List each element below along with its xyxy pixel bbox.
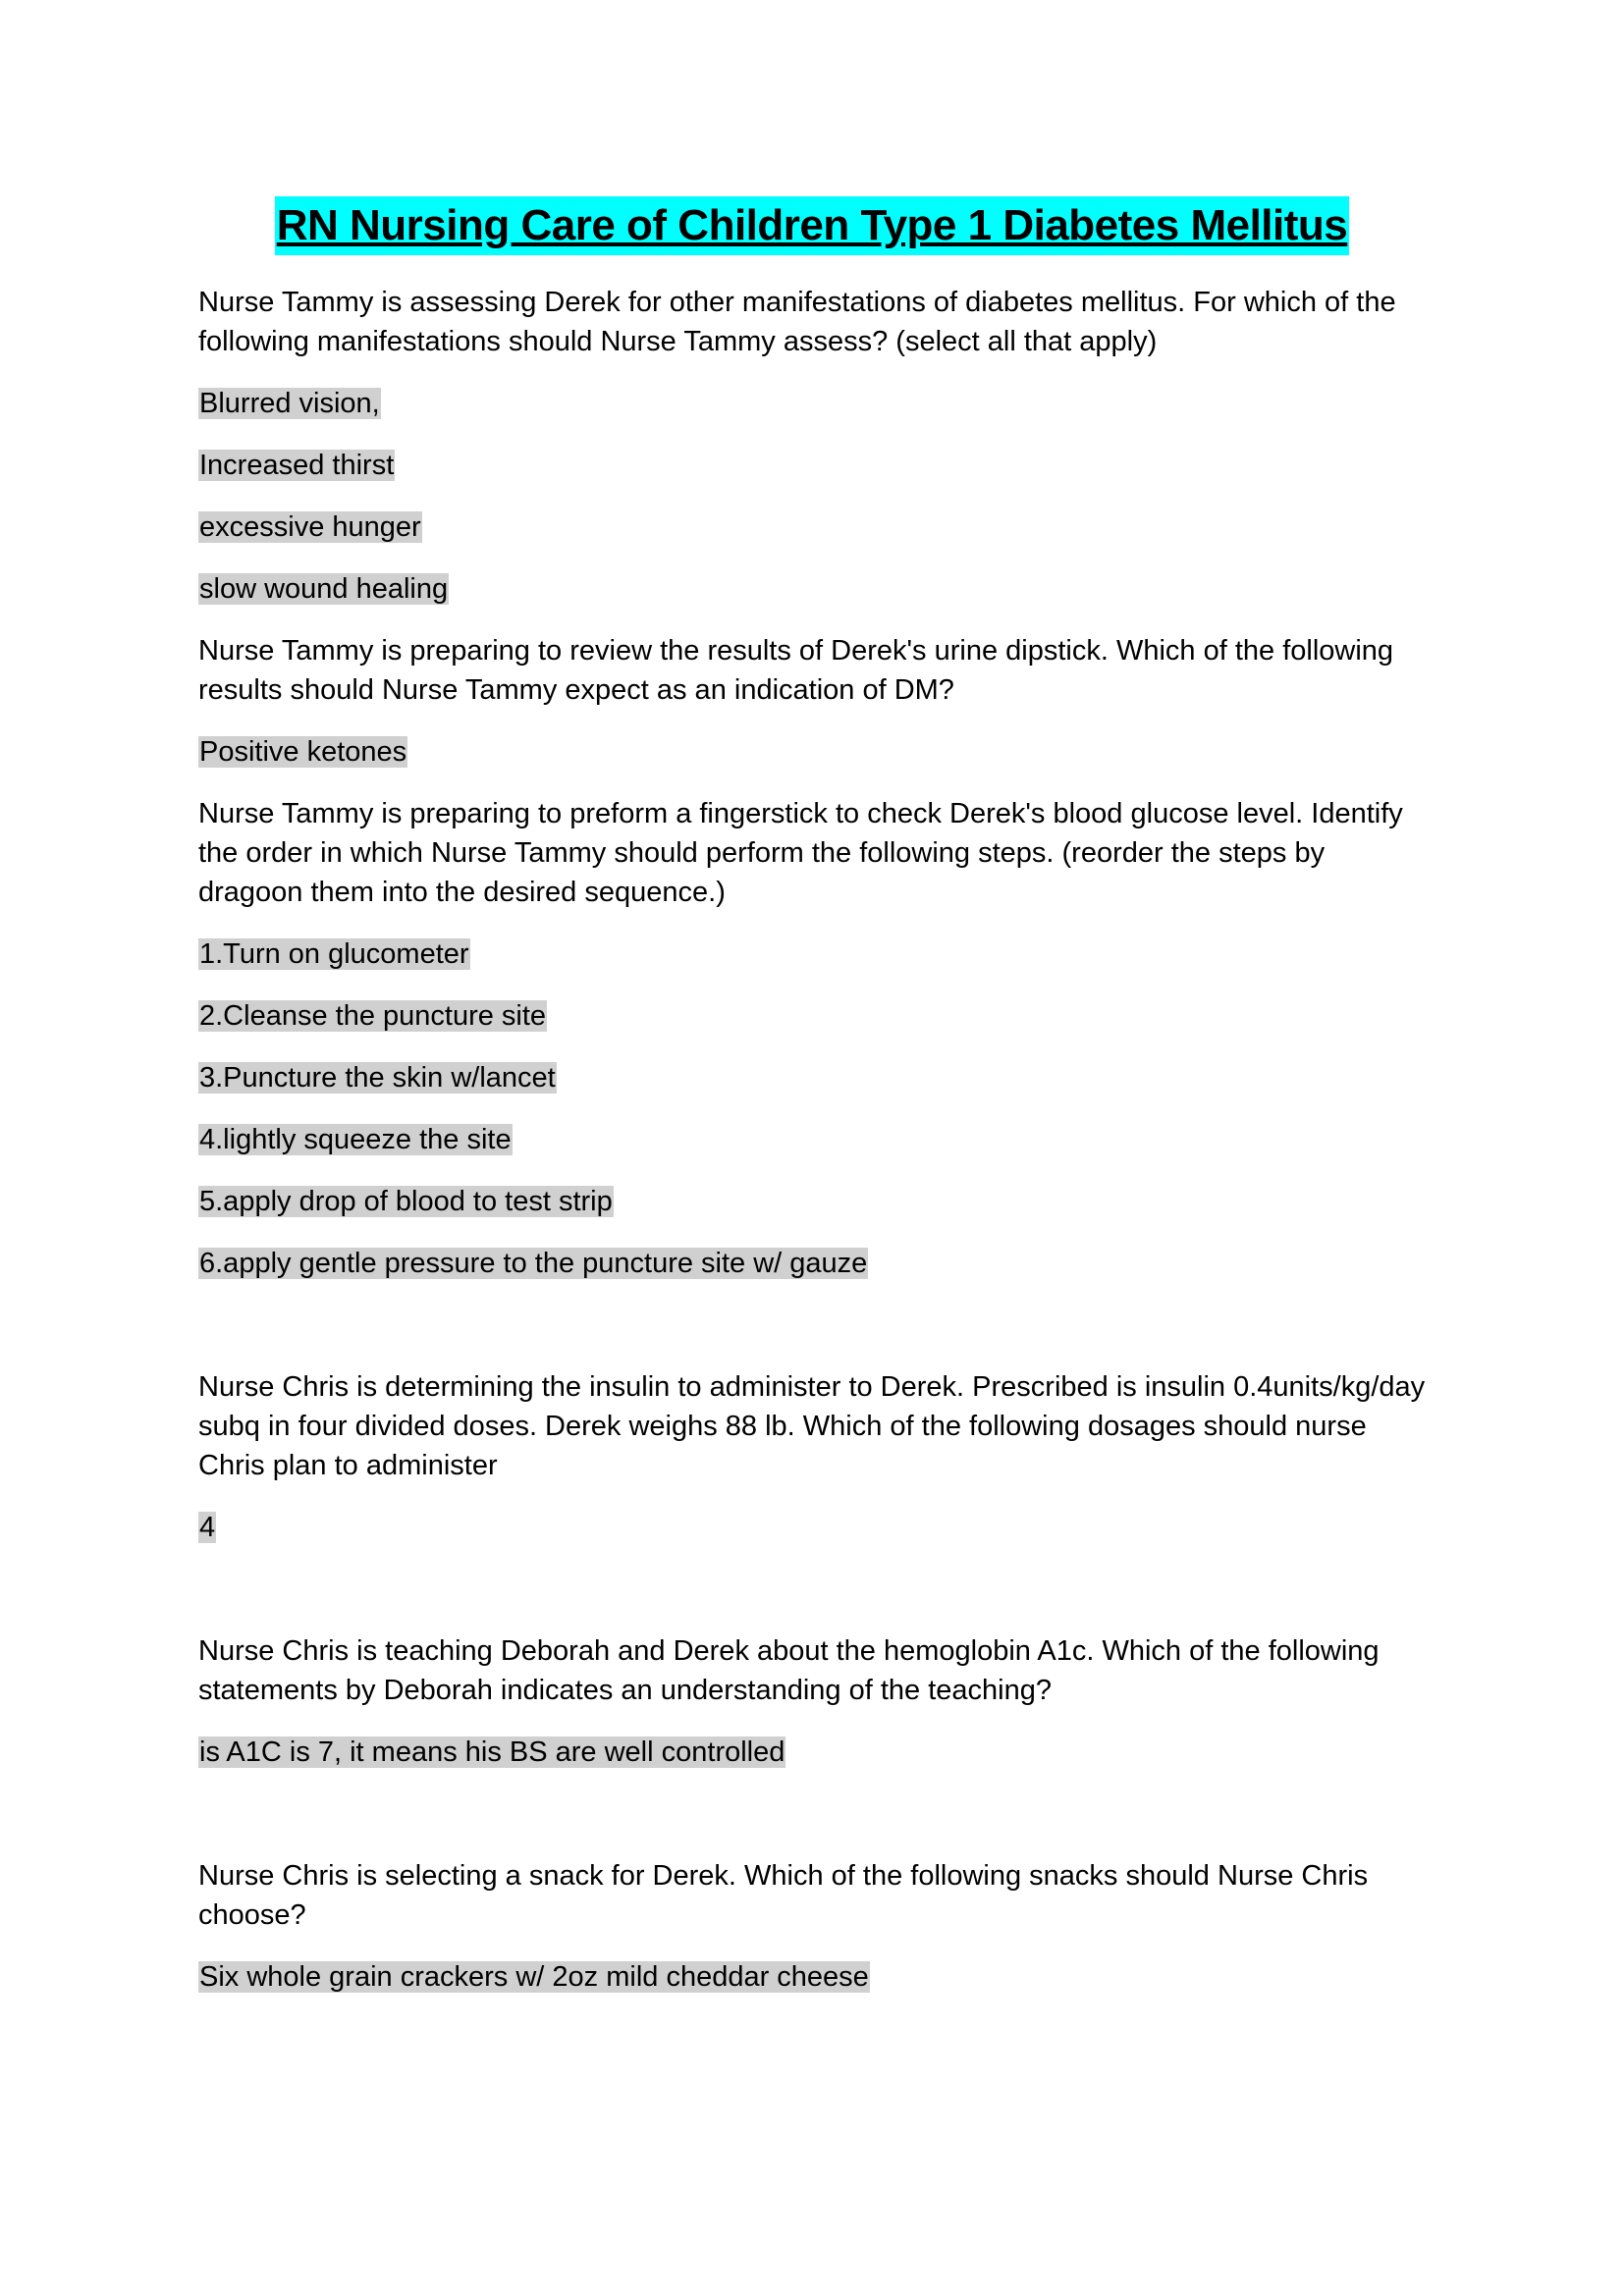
answer-3-4: 4.lightly squeeze the site: [199, 1124, 512, 1155]
page-title-text: RN Nursing Care of Children Type 1 Diabetes Mellitus: [275, 196, 1350, 255]
answer-1-3: excessive hunger: [199, 511, 421, 543]
answer-2-1: Positive ketones: [199, 736, 407, 768]
answer-3-2: 2.Cleanse the puncture site: [199, 1000, 547, 1032]
answer-1-1: Blurred vision,: [199, 388, 380, 419]
page-title: [0, 196, 1624, 255]
question-3: Nurse Tammy is preparing to preform a fingerstick to check Derek's blood glucose level. Identify the order in which Nurse Tammy should perform the following steps. (reorder the steps by dragoon them into the desired sequence.): [198, 798, 1403, 908]
answer-3-6: 6.apply gentle pressure to the puncture site w/ gauze: [199, 1248, 868, 1279]
question-4: Nurse Chris is determining the insulin to administer to Derek. Prescribed is insulin 0.4units/kg/day subq in four divided doses. Derek weighs 88 lb. Which of the following dosages should nurse Chris plan to administer: [198, 1371, 1426, 1481]
question-2: Nurse Tammy is preparing to review the results of Derek's urine dipstick. Which of the following results should Nurse Tammy expect as an indication of DM?: [198, 635, 1394, 706]
answer-4-1: 4: [199, 1512, 216, 1543]
answer-3-3: 3.Puncture the skin w/lancet: [199, 1062, 556, 1094]
answer-5-1: is A1C is 7, it means his BS are well controlled: [199, 1736, 785, 1768]
answer-1-4: slow wound healing: [199, 573, 449, 605]
question-6: Nurse Chris is selecting a snack for Derek. Which of the following snacks should Nurse Chris choose?: [198, 1860, 1369, 1931]
answer-1-2: Increased thirst: [199, 450, 395, 481]
question-1: Nurse Tammy is assessing Derek for other manifestations of diabetes mellitus. For which of the following manifestations should Nurse Tammy assess? (select all that apply): [198, 287, 1396, 357]
document-body: [198, 283, 1426, 1997]
answer-3-5: 5.apply drop of blood to test strip: [199, 1186, 613, 1217]
answer-3-1: 1.Turn on glucometer: [199, 938, 469, 970]
question-5: Nurse Chris is teaching Deborah and Derek about the hemoglobin A1c. Which of the following statements by Deborah indicates an understanding of the teaching?: [198, 1635, 1380, 1706]
answer-6-1: Six whole grain crackers w/ 2oz mild cheddar cheese: [199, 1961, 869, 1993]
